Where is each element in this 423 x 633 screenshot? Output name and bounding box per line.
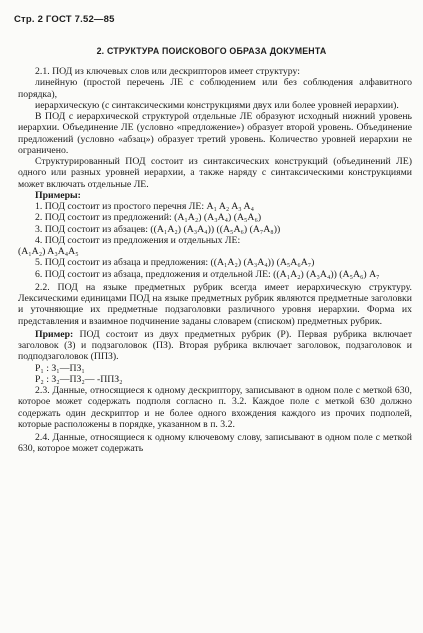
examples-label: Примеры: — [35, 189, 81, 201]
paragraph-hierarchical: иерархическую (с синтаксическими конструкциями двух или более уровней иерархии). — [35, 99, 399, 111]
example-4-formula: (A₁A₂) A₃A₄A₅ — [18, 246, 79, 257]
example-1: 1. ПОД состоит из простого перечня ЛЕ: A₁ A₂ A₃ A₄ — [35, 201, 254, 212]
example-label: Пример: — [35, 328, 74, 340]
paragraph-2-3: 2.3. Данные, относящиеся к одному дескриптору, записывают в одном поле с меткой 630, которое может содержать подполя согласно п. 3.2. Каждое поле с меткой 630 должно содержать один дескриптор и не более одного вхождения каждого из прочих подполей, которые расположены в порядке, указанном в п. 3.2. — [18, 385, 412, 430]
formula-rubric-2: P₂ : З₂—ПЗ₂— -ППЗ₂ — [35, 373, 123, 385]
example-5: 5. ПОД состоит из абзаца и предложения: ((A₁A₂) (A₃A₄)) (A₅A₆A₇) — [35, 257, 315, 269]
paragraph-hierarchy-levels: В ПОД с иерархической структурой отдельные ЛЕ образуют исходный нижний уровень иерархии. Объединение ЛЕ (условно «предложение») образует второй уровень. Объединение предложений (условно «абзац») образует третий уровень. Количество уровней иерархии не ограничено. — [18, 111, 412, 156]
paragraph-structured: Структурированный ПОД состоит из синтаксических конструкций (объединений ЛЕ) одного или разных уровней иерархии, а также наряду с синтаксическими конструкциями может включать отдельные ЛЕ. — [18, 156, 412, 190]
example-paragraph — [18, 329, 412, 363]
example-3: 3. ПОД состоит из абзацев: ((A₁A₂) (A₃A₄)) ((A₅A₆) (A₇A₈)) — [35, 223, 281, 235]
paragraph-2-1: 2.1. ПОД из ключевых слов или дескрипторов имеет структуру: — [35, 66, 300, 77]
example-text: ПОД состоит из двух предметных рубрик (Р). Первая рубрика включает заголовок (З) и подзаголовок (ПЗ). Вторая рубрика включает заголовок, подзаголовок и подподзаголовок (ППЗ). — [18, 328, 412, 363]
paragraph-2-2: 2.2. ПОД на языке предметных рубрик всегда имеет иерархическую структуру. Лексическими единицами ПОД на языке предметных рубрик являются предметные заголовки и уточняющие их предметные подзаголовки различного уровня иерархии. Форма их представления и взаимное подчинение заданы словарем (списком) предметных рубрик. — [18, 281, 412, 327]
example-2: 2. ПОД состоит из предложений: (A₁A₂) (A₃A₄) (A₅A₆) — [35, 212, 262, 224]
page-header: Стр. 2 ГОСТ 7.52—85 — [14, 14, 115, 25]
example-6: 6. ПОД состоит из абзаца, предложения и отдельной ЛЕ: ((A₁A₂) (A₃A₄)) (A₅A₆) A₇ — [35, 268, 380, 280]
paragraph-linear: линейную (простой перечень ЛЕ с соблюдением или без соблюдения алфавитного порядка), — [18, 77, 412, 100]
formula-rubric-1: P₁ : З₁—ПЗ₁ — [35, 362, 85, 374]
section-title: 2. СТРУКТУРА ПОИСКОВОГО ОБРАЗА ДОКУМЕНТА — [96, 46, 327, 56]
paragraph-2-4: 2.4. Данные, относящиеся к одному ключевому слову, записывают в одном поле с меткой 630, которое может содержать — [18, 432, 412, 455]
document-body — [18, 66, 412, 455]
example-4: 4. ПОД состоит из предложения и отдельных ЛЕ: — [35, 234, 241, 246]
